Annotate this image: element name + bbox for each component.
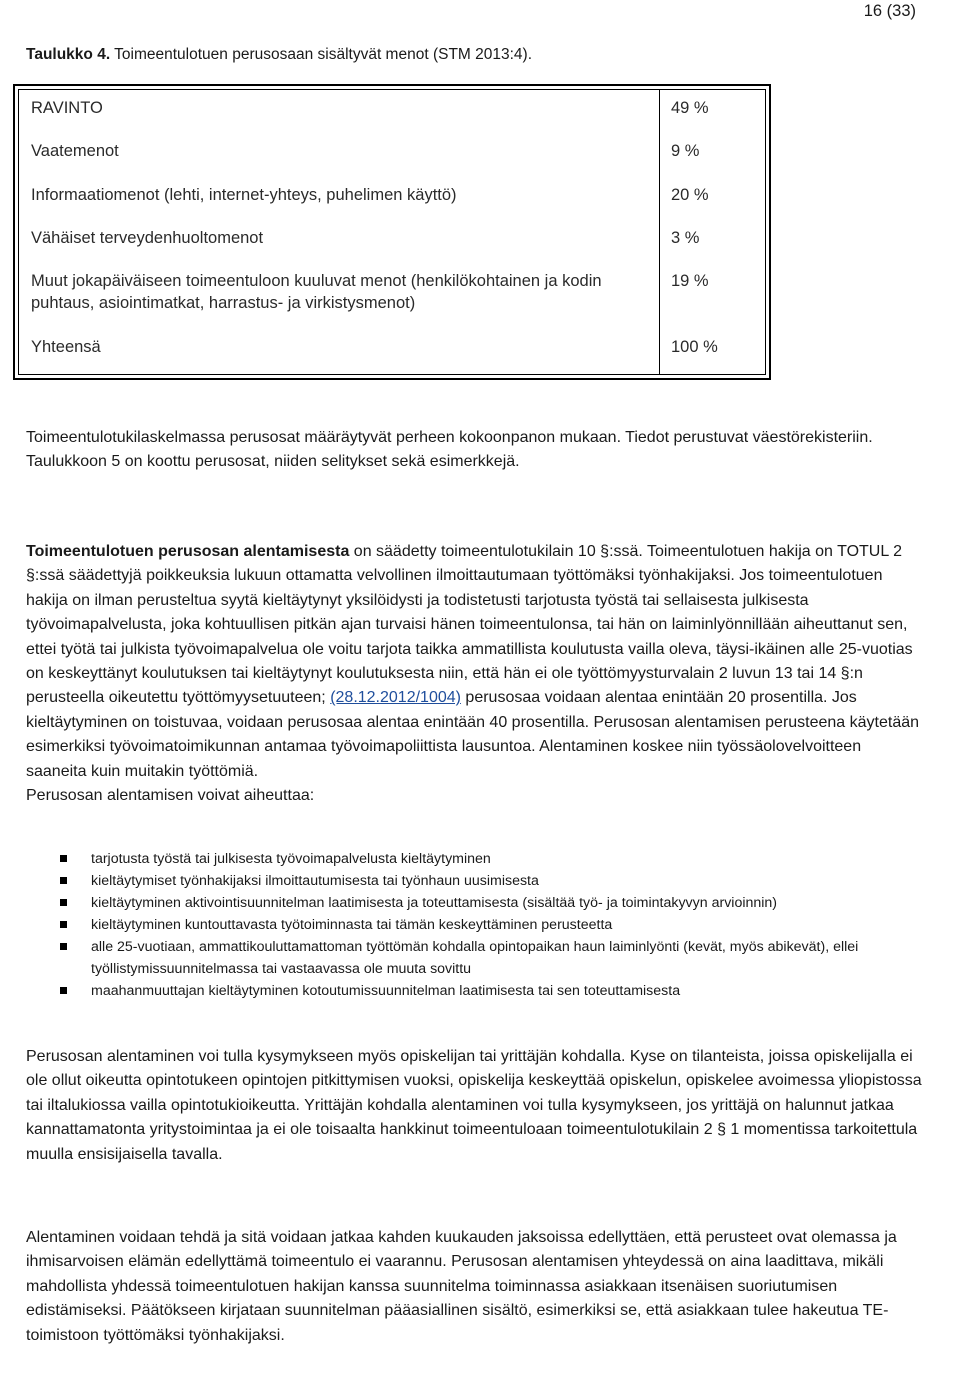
page-number: 16 (33) (863, 2, 916, 20)
paragraph-2: Toimeentulotuen perusosan alentamisesta on säädetty toimeentulotukilain 10 §:ssä. Toimeentulotuen hakija on TOTUL 2 §:ssä säädettyjä poikkeuksia lukuun ottamatta velvollinen ilmoittautumaan työttömäksi työnhakijaksi. Jos toimeentulotuen hakija on ilman perusteltua syytä kieltäytynyt yksilöidysti ja todistetusti tarjotusta työstä tai sellaisesta julkisesta työvoimapalvelusta, joka kohtuullisen pitkän ajan turvaisi hänen toimeentulonsa, tai hän on laiminlyönnillään aiheuttanut sen, ettei työtä tai julkista työvoimapalvelua ole voitu tarjota taikka ammatillista koulutusta vailla oleva, täysi-ikäinen alle 25-vuotias on keskeyttänyt koulutuksen tai kieltäytynyt koulutuksesta niin, että hän ei ole työttömyysturvalain 2 luvun 13 tai 14 §:n perusteella oikeutettu työttömyysetuuteen; (28.12.2012/1004) perusosaa voidaan alentaa enintään 20 prosentilla. Jos kieltäytyminen on toistuvaa, voidaan perusosaa alentaa enintään 40 prosentilla. Perusosan alentamisen perusteena käytetään esimerkiksi työvoimatoimikunnan antamaa työvoimapoliittista lausuntoa. Alentaminen koskee niin työssäolovelvoitteen saaneita kuin muitakin työttömiä. Perusosan alentamisen voivat aiheuttaa: (26, 543, 920, 805)
square-bullet-icon (60, 943, 67, 950)
list-item: maahanmuuttajan kieltäytyminen kotoutumissuunnitelman laatimisesta tai sen toteuttamisesta (60, 980, 940, 1002)
table-row-item: Vähäiset terveydenhuoltomenot (31, 229, 264, 247)
table-row-value: 9 % (671, 142, 700, 160)
list-item: tarjotusta työstä tai julkisesta työvoimapalvelusta kieltäytyminen (60, 848, 940, 870)
square-bullet-icon (60, 921, 67, 928)
paragraph-4: Alentaminen voidaan tehdä ja sitä voidaan jatkaa kahden kuukauden jaksoissa edellyttäen, että perusteet ovat olemassa ja ihmisarvoisen elämän edellyttämä toimeentulo ei vaarannu. Perusosan alentamisen yhteydessä on aina laadittava, mikäli mahdollista yhdessä toimeentulotuen hakijan kanssa suunnitelma toiminnassa asiakkaan itsenäisen suoriutumisen edistämiseksi. Päätökseen kirjataan suunnitelman pääasiallinen sisältö, esimerkiksi se, että asiakkaan tulee hakeutua TE-toimistoon työttömäksi työnhakijaksi. (26, 1229, 897, 1344)
square-bullet-icon (60, 855, 67, 862)
paragraph-1: Toimeentulotukilaskelmassa perusosat määräytyvät perheen kokoonpanon mukaan. Tiedot perustuvat väestörekisteriin. Taulukkoon 5 on koottu perusosat, niiden selitykset sekä esimerkkejä. (26, 429, 873, 471)
table-row-item: Vaatemenot (31, 142, 119, 160)
table-total-label: Yhteensä (31, 338, 101, 356)
table-row-value: 3 % (671, 229, 700, 247)
list-item: alle 25-vuotiaan, ammattikouluttamattoman työttömän kohdalla opintopaikan haun laiminlyönti (kevät, myös abikevät), ellei työllistymissuunnitelmassa tai vastaavassa ole muuta sovittu (60, 936, 940, 980)
table-row-value: 19 % (671, 272, 709, 290)
table-row-item: Informaatiomenot (lehti, internet-yhteys, puhelimen käyttö) (31, 186, 457, 204)
list-item: kieltäytymiset työnhakijaksi ilmoittautumisesta tai työnhaun uusimisesta (60, 870, 940, 892)
table-caption (26, 46, 532, 64)
square-bullet-icon (60, 877, 67, 884)
table-caption-label: Taulukko 4. (26, 46, 111, 63)
list-intro: Perusosan alentamisen voivat aiheuttaa: (26, 787, 315, 805)
table-row-item: RAVINTO (31, 99, 103, 117)
list-item: kieltäytyminen kuntouttavasta työtoiminnasta tai tämän keskeyttäminen perusteetta (60, 914, 940, 936)
table-row-value: 20 % (671, 186, 709, 204)
square-bullet-icon (60, 987, 67, 994)
table-row-item: Muut jokapäiväiseen toimeentuloon kuuluvat menot (henkilökohtainen ja kodin puhtaus, asiointimatkat, harrastus- ja virkistysmenot) (31, 272, 602, 312)
law-reference-link[interactable]: (28.12.2012/1004) (330, 689, 461, 707)
table-row-value: 49 % (671, 99, 709, 117)
expense-table (13, 84, 771, 380)
square-bullet-icon (60, 899, 67, 906)
paragraph-3: Perusosan alentaminen voi tulla kysymykseen myös opiskelijan tai yrittäjän kohdalla. Kyse on tilanteista, joissa opiskelijalla ei ole ollut oikeutta opintotukeen opintojen pitkittymisen vuoksi, opiskelija keskeyttää opiskelun, opiskelee avoimessa yliopistossa tai iltalukiossa vailla opintotukioikeutta. Yrittäjän kohdalla alentaminen voi tulla kysymykseen, jos yrittäjä on halunnut jatkaa kannattamatonta yritystoimintaa ja ei ole toisaalta hankkinut toimeentuloaan toimeentulotukilain 2 § 1 momentissa tarkoitettula muulla ensisijaisella tavalla. (26, 1048, 922, 1163)
list-item: kieltäytyminen aktivointisuunnitelman laatimisesta ja toteuttamisesta (sisältää työ- ja toimintakyvyn arvioinnin) (60, 892, 940, 914)
table-total-value: 100 % (671, 338, 718, 356)
reduction-causes-list (60, 848, 940, 1002)
paragraph-2-lead: Toimeentulotuen perusosan alentamisesta (26, 543, 350, 560)
table-caption-text: Toimeentulotuen perusosaan sisältyvät menot (STM 2013:4). (110, 46, 533, 63)
